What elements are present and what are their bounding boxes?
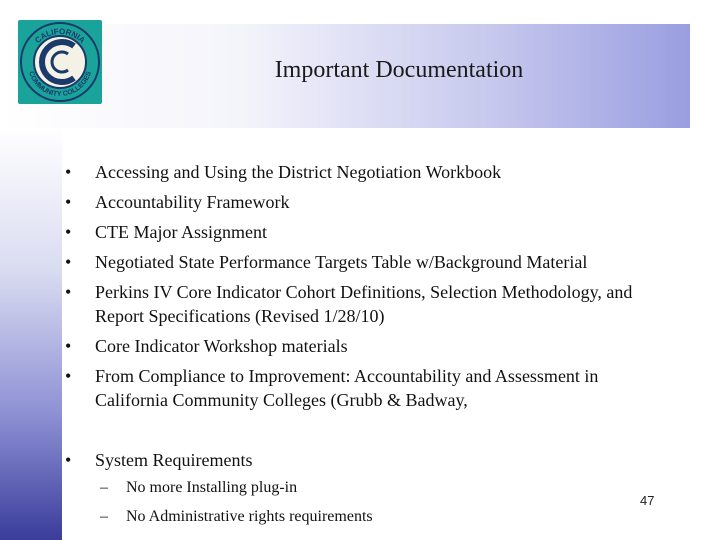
bullet-text: Negotiated State Performance Targets Table w/Background Material — [95, 252, 588, 272]
bullet-marker: • — [65, 192, 72, 212]
bullet-text: Accessing and Using the District Negotiation Workbook — [95, 162, 502, 182]
page-number: 47 — [640, 493, 655, 508]
bullet-text: Accountability Framework — [95, 192, 290, 212]
bullet-marker: • — [65, 282, 72, 302]
svg-text:CALIFORNIA: CALIFORNIA — [33, 26, 87, 46]
bullet-marker: • — [65, 336, 72, 356]
bullet-marker: • — [65, 252, 72, 272]
sub-bullet-text: No more Installing plug-in — [126, 479, 298, 496]
bullet-marker: • — [65, 222, 72, 242]
bullet-marker: • — [65, 450, 72, 470]
bullet-text: Core Indicator Workshop materials — [95, 336, 348, 356]
logo-icon — [18, 20, 102, 104]
slide-title: Important Documentation — [274, 57, 524, 83]
bullet-text: Perkins IV Core Indicator Cohort Definitions, Selection Methodology, and Report Specifications (Revised 1/28/10) — [95, 282, 633, 326]
bullet-text: From Compliance to Improvement: Accountability and Assessment in California Community Colleges (Grubb & Badway, — [95, 366, 599, 410]
left-gradient-bar — [0, 128, 62, 540]
sub-bullet-text: No Administrative rights requirements — [126, 508, 373, 525]
bullet-marker: • — [65, 366, 72, 386]
bullet-marker: • — [65, 162, 72, 182]
bullet-text: System Requirements — [95, 450, 253, 470]
sub-bullet-marker: – — [100, 479, 108, 496]
bullet-text: CTE Major Assignment — [95, 222, 267, 242]
svg-text:COMMUNITY COLLEGES: COMMUNITY COLLEGES — [27, 70, 93, 99]
college-logo — [18, 20, 102, 104]
sub-bullet-marker: – — [100, 508, 108, 525]
